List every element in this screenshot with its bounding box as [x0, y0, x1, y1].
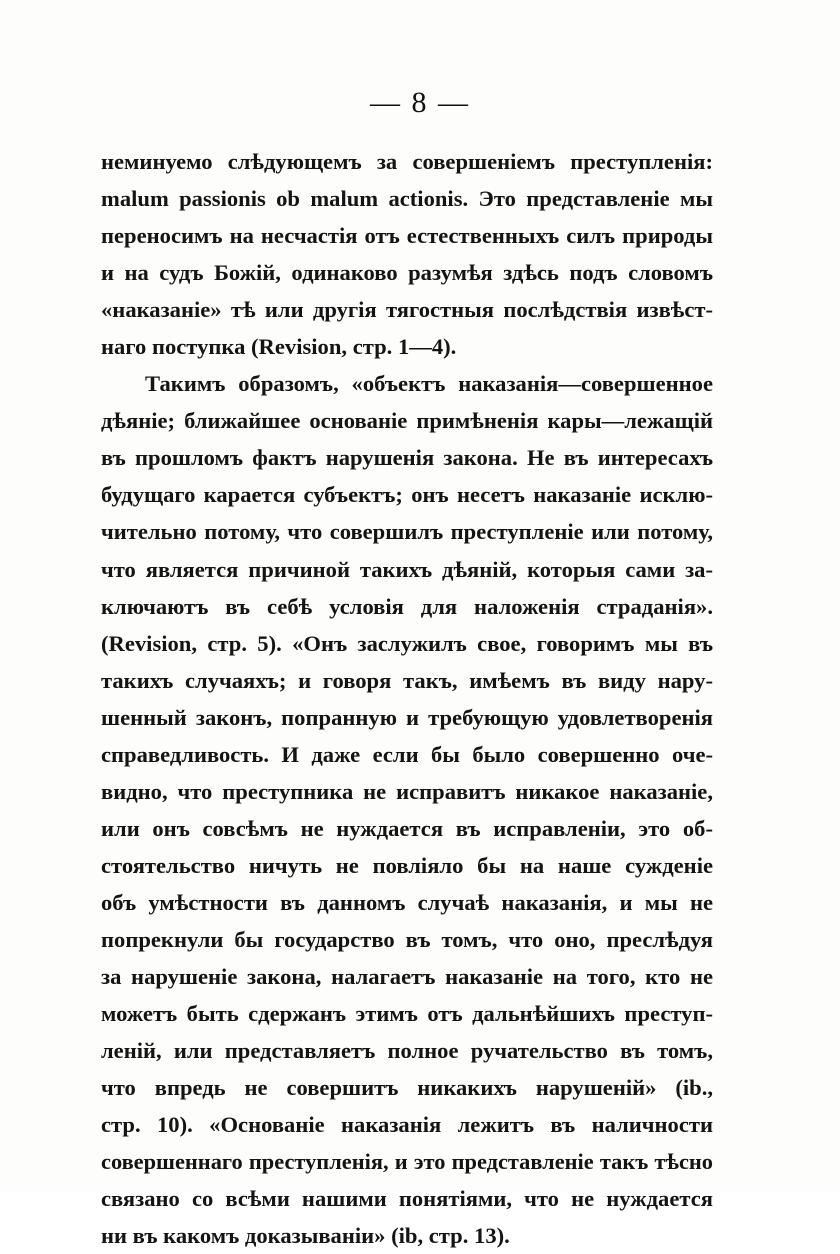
text-line: въ прошломъ фактъ нарушенія закона. Не въ интересахъ: [101, 445, 713, 471]
text-line: (Revision, стр. 5). «Онъ заслужилъ свое, говоримъ мы въ: [101, 630, 713, 656]
text-line: Такимъ образомъ, «объектъ наказанія—совершенное: [145, 371, 713, 397]
text-line: объ умѣстности въ данномъ случаѣ наказанія, и мы не: [101, 889, 713, 915]
body-text: [101, 143, 713, 1254]
text-line: переносимъ на несчастія отъ естественныхъ силъ природы: [101, 223, 713, 249]
text-line: стоятельство ничуть не повліяло бы на наше сужденіе: [101, 852, 713, 878]
text-line: совершеннаго преступленія, и это представленіе такъ тѣсно: [101, 1149, 713, 1175]
text-line: «наказаніе» тѣ или другія тягостныя послѣдствія извѣст-: [101, 297, 713, 323]
text-line: дѣяніе; ближайшее основаніе примѣненія кары—лежащій: [101, 408, 713, 434]
text-line: попрекнули бы государство въ томъ, что оно, преслѣдуя: [101, 926, 713, 952]
text-line: справедливость. И даже если бы было совершенно оче-: [101, 741, 713, 767]
paragraph-2: [101, 365, 713, 1254]
text-line: видно, что преступника не исправитъ никакое наказаніе,: [101, 778, 713, 804]
text-line: чительно потому, что совершилъ преступленіе или потому,: [101, 519, 713, 545]
text-line: такихъ случаяхъ; и говоря такъ, имѣемъ въ виду нару-: [101, 667, 713, 693]
text-line: malum passionis ob malum actionis. Это представленіе мы: [101, 186, 713, 212]
text-line: можетъ быть сдержанъ этимъ отъ дальнѣйшихъ преступ-: [101, 1001, 713, 1027]
text-line: и на судъ Божій, одинаково разумѣя здѣсь подъ словомъ: [101, 260, 713, 286]
text-line: связано со всѣми нашими понятіями, что не нуждается: [101, 1186, 713, 1212]
text-line: шенный законъ, попранную и требующую удовлетворенія: [101, 704, 713, 730]
text-line: будущаго карается субъектъ; онъ несетъ наказаніе исклю-: [101, 482, 713, 508]
text-line: за нарушеніе закона, налагаетъ наказаніе на того, кто не: [101, 964, 713, 990]
text-line: что является причиной такихъ дѣяній, которыя сами за-: [101, 556, 713, 582]
text-line: стр. 10). «Основаніе наказанія лежитъ въ наличности: [101, 1112, 713, 1138]
page-number: — 8 —: [370, 86, 470, 119]
text-line: ключаютъ въ себѣ условія для наложенія страданія».: [101, 593, 713, 619]
text-line: леній, или представляетъ полное ручательство въ томъ,: [101, 1038, 713, 1064]
text-line: неминуемо слѣдующемъ за совершеніемъ преступленія:: [101, 149, 713, 174]
text-line: что впредь не совершитъ никакихъ нарушеній» (ib.,: [101, 1075, 713, 1101]
text-line: наго поступка (Revision, стр. 1—4).: [101, 334, 457, 360]
paragraph-1: [101, 143, 713, 365]
text-line: или онъ совсѣмъ не нуждается въ исправленіи, это об-: [101, 815, 713, 841]
text-line: ни въ какомъ доказываніи» (ib, стр. 13).: [101, 1223, 510, 1249]
